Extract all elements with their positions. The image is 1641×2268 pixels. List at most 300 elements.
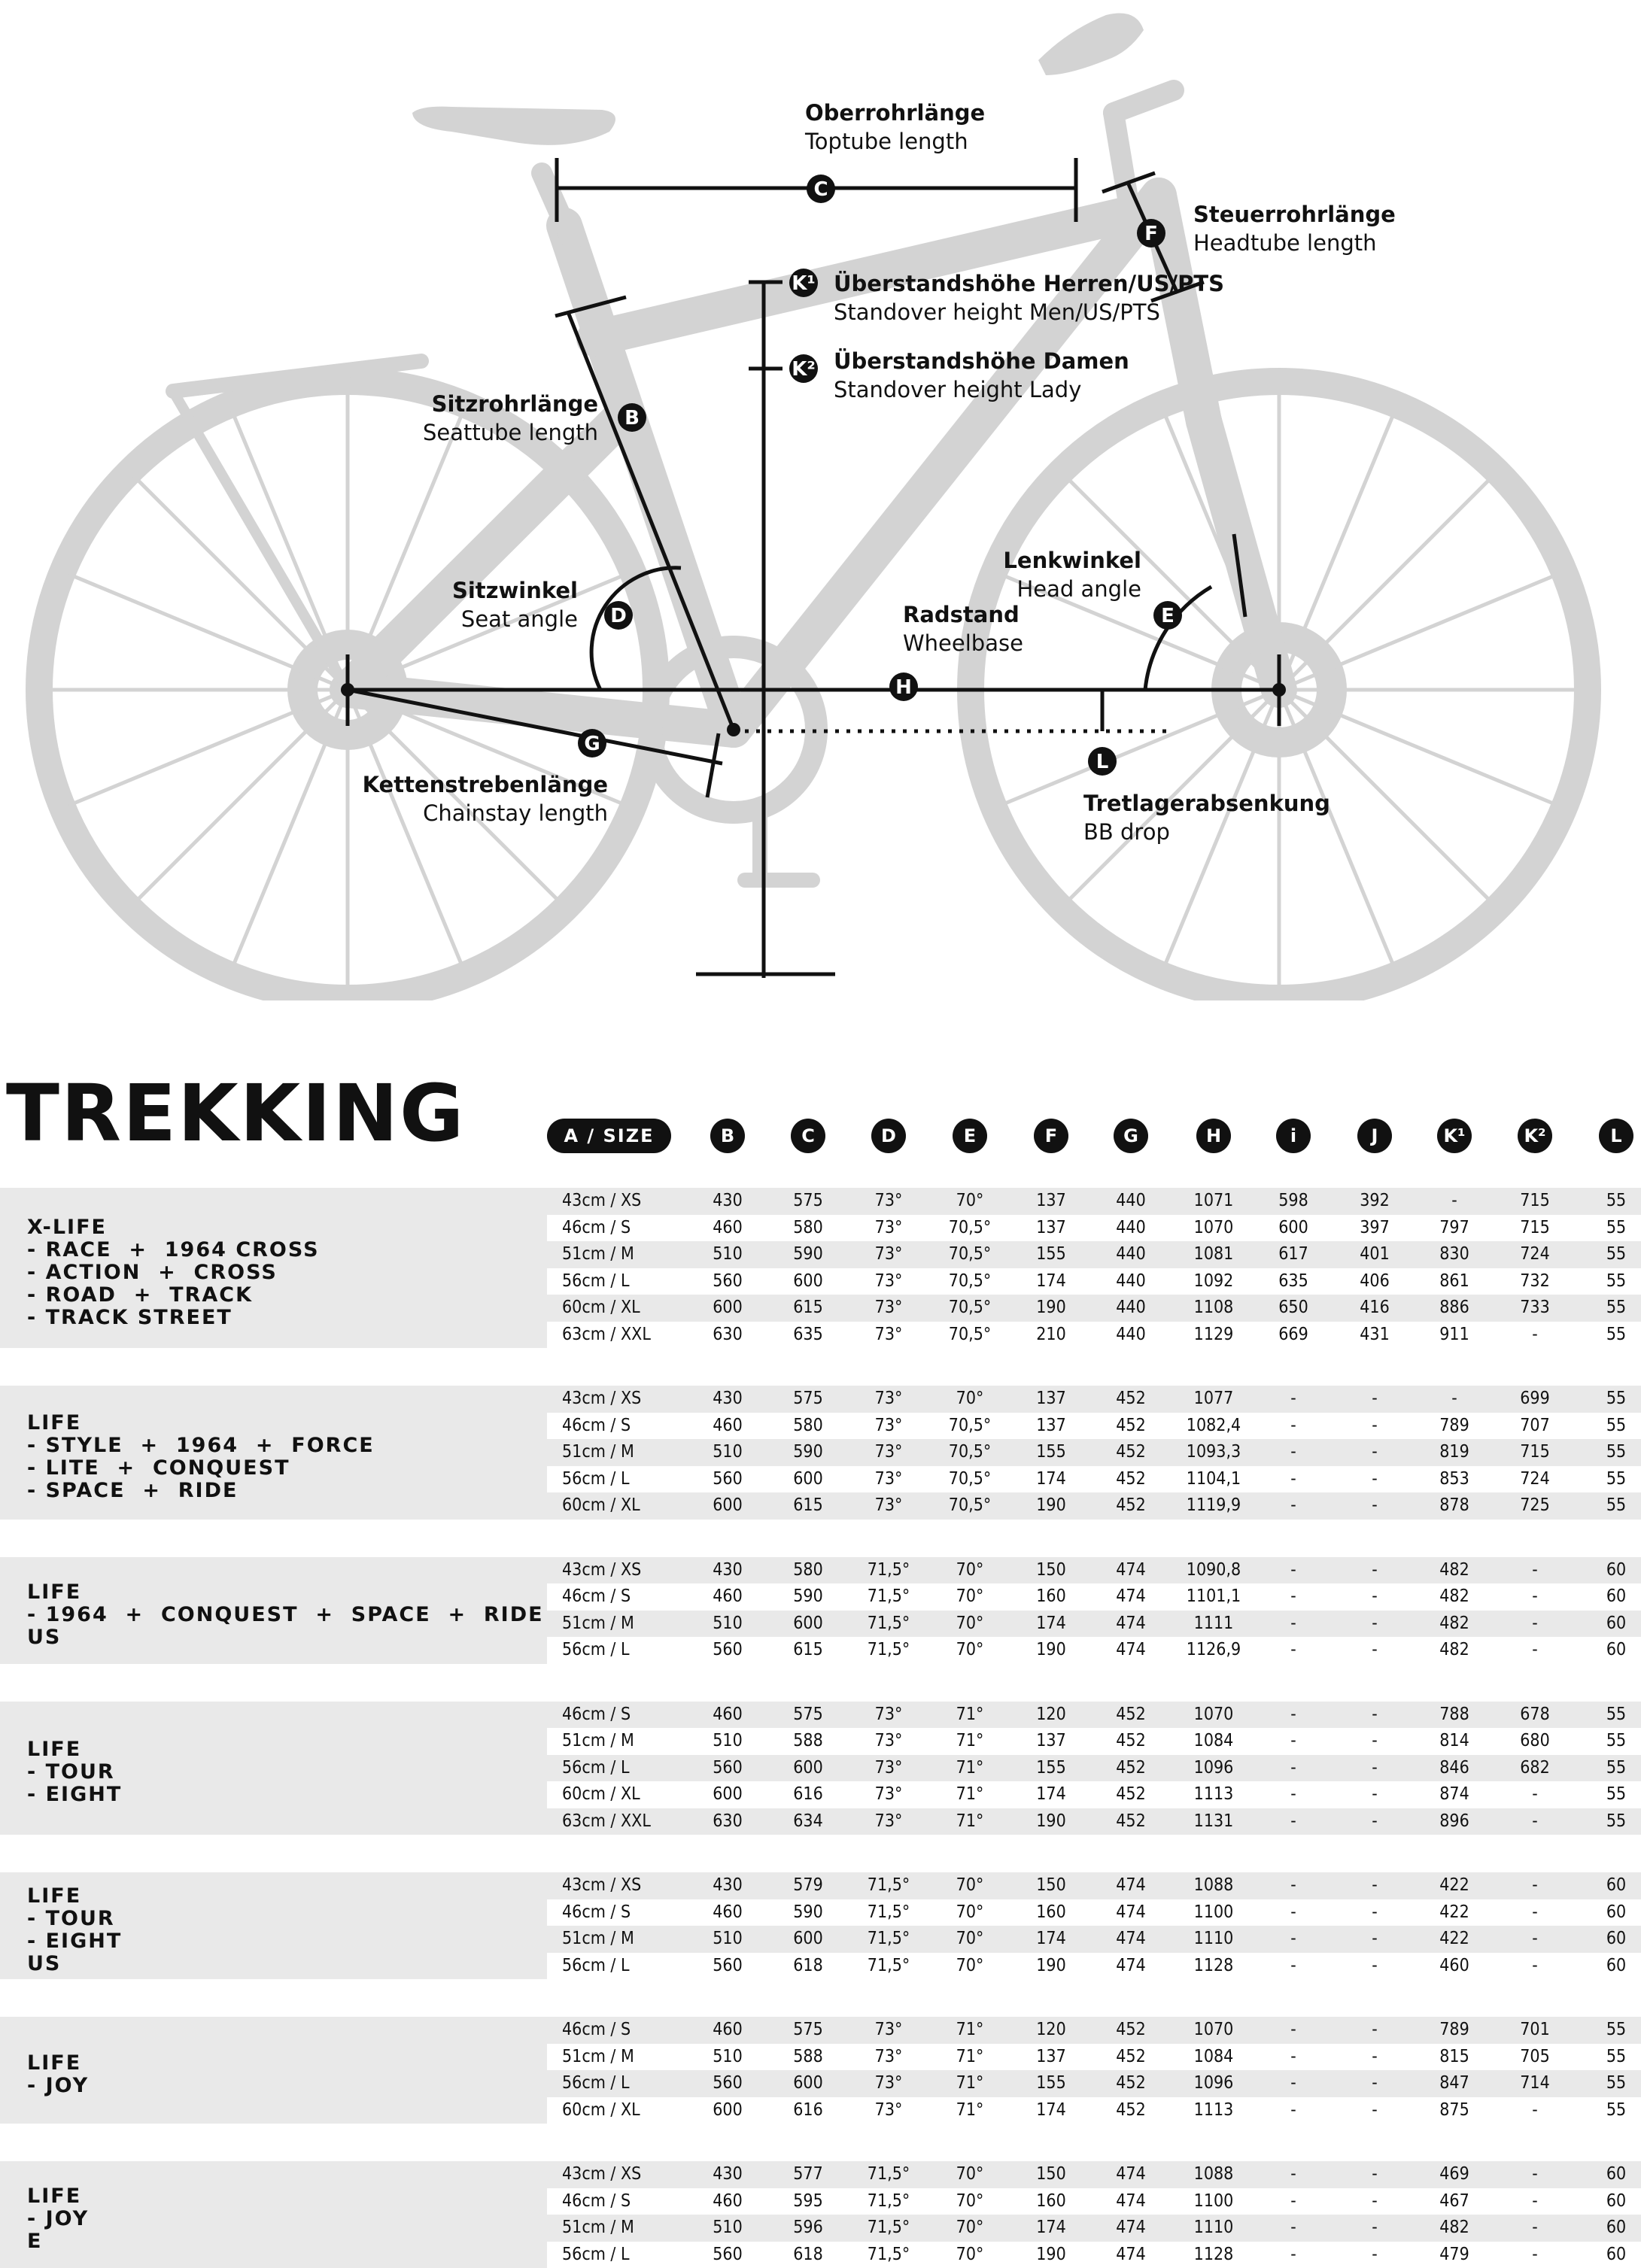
value-cell: 1082,4 [1187, 1413, 1241, 1440]
value-cell: - [1372, 2161, 1377, 2188]
svg-text:Chainstay length: Chainstay length [423, 800, 608, 826]
value-cell: 474 [1116, 2242, 1146, 2268]
svg-text:Kettenstrebenlänge: Kettenstrebenlänge [363, 772, 608, 797]
size-cell: 56cm / L [562, 1466, 630, 1493]
value-cell: 70° [956, 2188, 984, 2215]
value-cell: 174 [1036, 1268, 1066, 1295]
svg-text:Oberrohrlänge: Oberrohrlänge [805, 100, 985, 126]
badge-l-icon [1088, 747, 1117, 776]
table-row [547, 1215, 1641, 1242]
value-cell: 560 [713, 1953, 743, 1980]
value-cell: 71° [956, 1808, 984, 1835]
value-cell: 618 [793, 2242, 823, 2268]
value-cell: 715 [1520, 1215, 1550, 1242]
value-cell: 1113 [1194, 2097, 1234, 2124]
value-cell: 73° [875, 2017, 903, 2044]
svg-text:BB drop: BB drop [1083, 819, 1170, 845]
value-cell: 510 [713, 1241, 743, 1268]
svg-text:Radstand: Radstand [903, 602, 1020, 627]
value-cell: 70,5° [949, 1268, 991, 1295]
value-cell: 160 [1036, 1899, 1066, 1926]
value-cell: 55 [1606, 1188, 1626, 1215]
value-cell: 797 [1439, 1215, 1469, 1242]
svg-text:Toptube length: Toptube length [804, 129, 968, 154]
value-cell: 1100 [1194, 2188, 1234, 2215]
value-cell: 70,5° [949, 1413, 991, 1440]
value-cell: 452 [1116, 1439, 1146, 1466]
model-group-name: LIFE - 1964 + CONQUEST + SPACE + RIDE US [27, 1581, 544, 1649]
value-cell: 1070 [1194, 1702, 1234, 1729]
value-cell: 819 [1439, 1439, 1469, 1466]
value-cell: 635 [793, 1322, 823, 1349]
size-cell: 46cm / S [562, 2188, 631, 2215]
value-cell: - [1532, 1926, 1537, 1953]
size-cell: 43cm / XS [562, 1872, 641, 1899]
value-cell: 440 [1116, 1295, 1146, 1322]
value-cell: 430 [713, 1386, 743, 1413]
value-cell: 600 [793, 1466, 823, 1493]
value-cell: 460 [713, 1413, 743, 1440]
value-cell: 1096 [1194, 2070, 1234, 2097]
value-cell: 71,5° [868, 2215, 910, 2242]
value-cell: 615 [793, 1295, 823, 1322]
column-header-k: K² [1518, 1119, 1552, 1153]
value-cell: - [1372, 2242, 1377, 2268]
value-cell: 137 [1036, 1215, 1066, 1242]
value-cell: - [1372, 1755, 1377, 1782]
table-row [547, 2242, 1641, 2268]
value-cell: - [1532, 1583, 1537, 1611]
value-cell: 73° [875, 1268, 903, 1295]
value-cell: 55 [1606, 1215, 1626, 1242]
value-cell: - [1290, 1439, 1296, 1466]
value-cell: 600 [713, 1295, 743, 1322]
value-cell: 1070 [1194, 2017, 1234, 2044]
value-cell: 510 [713, 2215, 743, 2242]
value-cell: 474 [1116, 1926, 1146, 1953]
size-cell: 63cm / XXL [562, 1322, 651, 1349]
value-cell: 1090,8 [1187, 1557, 1241, 1584]
value-cell: 878 [1439, 1492, 1469, 1520]
table-row [547, 1755, 1641, 1782]
value-cell: - [1532, 1808, 1537, 1835]
value-cell: - [1290, 1755, 1296, 1782]
value-cell: 1104,1 [1187, 1466, 1241, 1493]
size-cell: 56cm / L [562, 2242, 630, 2268]
value-cell: 1110 [1194, 2215, 1234, 2242]
value-cell: 596 [793, 2215, 823, 2242]
value-cell: 815 [1439, 2044, 1469, 2071]
value-cell: 73° [875, 1466, 903, 1493]
value-cell: 60 [1606, 2188, 1626, 2215]
value-cell: - [1290, 1781, 1296, 1808]
column-header-f: F [1034, 1119, 1068, 1153]
value-cell: 60 [1606, 1953, 1626, 1980]
value-cell: 70° [956, 1899, 984, 1926]
value-cell: 590 [793, 1583, 823, 1611]
value-cell: 73° [875, 2097, 903, 2124]
svg-text:Headtube length: Headtube length [1193, 230, 1376, 256]
value-cell: 71° [956, 2097, 984, 2124]
value-cell: 725 [1520, 1492, 1550, 1520]
value-cell: 190 [1036, 1295, 1066, 1322]
table-row [547, 2044, 1641, 2071]
value-cell: 190 [1036, 1492, 1066, 1520]
value-cell: 1128 [1194, 1953, 1234, 1980]
value-cell: 55 [1606, 1322, 1626, 1349]
svg-text:Seattube length: Seattube length [423, 420, 598, 445]
value-cell: 482 [1439, 1611, 1469, 1638]
value-cell: 150 [1036, 1872, 1066, 1899]
value-cell: 575 [793, 1386, 823, 1413]
value-cell: 70,5° [949, 1322, 991, 1349]
size-column-header: A / SIZE [547, 1119, 671, 1153]
table-row [547, 1953, 1641, 1980]
value-cell: - [1290, 1492, 1296, 1520]
size-cell: 46cm / S [562, 1702, 631, 1729]
value-cell: 590 [793, 1899, 823, 1926]
bike-geometry-diagram [0, 0, 1641, 1000]
value-cell: 60 [1606, 1583, 1626, 1611]
svg-text:B: B [624, 407, 640, 430]
value-cell: 580 [793, 1413, 823, 1440]
value-cell: 560 [713, 2070, 743, 2097]
value-cell: 71,5° [868, 1899, 910, 1926]
value-cell: 635 [1278, 1268, 1308, 1295]
svg-text:Überstandshöhe Damen: Überstandshöhe Damen [834, 348, 1129, 374]
value-cell: 853 [1439, 1466, 1469, 1493]
badge-f-icon [1137, 219, 1165, 247]
value-cell: 1071 [1194, 1188, 1234, 1215]
label-toptube [804, 100, 985, 154]
value-cell: 190 [1036, 1953, 1066, 1980]
badge-h-icon [889, 673, 918, 701]
value-cell: 416 [1360, 1295, 1390, 1322]
value-cell: 1129 [1194, 1322, 1234, 1349]
value-cell: 137 [1036, 1386, 1066, 1413]
value-cell: 588 [793, 1728, 823, 1755]
value-cell: - [1290, 1808, 1296, 1835]
value-cell: 474 [1116, 2161, 1146, 2188]
value-cell: - [1532, 1557, 1537, 1584]
value-cell: 422 [1439, 1926, 1469, 1953]
value-cell: 190 [1036, 1808, 1066, 1835]
svg-text:G: G [584, 733, 600, 755]
size-cell: 46cm / S [562, 1413, 631, 1440]
value-cell: - [1290, 1728, 1296, 1755]
table-row [547, 2188, 1641, 2215]
value-cell: 590 [793, 1241, 823, 1268]
value-cell: 73° [875, 1322, 903, 1349]
value-cell: 155 [1036, 1439, 1066, 1466]
value-cell: 617 [1278, 1241, 1308, 1268]
value-cell: 422 [1439, 1899, 1469, 1926]
value-cell: 474 [1116, 1872, 1146, 1899]
value-cell: 55 [1606, 2017, 1626, 2044]
size-cell: 43cm / XS [562, 1386, 641, 1413]
model-group [0, 2017, 1641, 2124]
value-cell: 600 [713, 2097, 743, 2124]
value-cell: 460 [713, 2188, 743, 2215]
value-cell: 600 [793, 1926, 823, 1953]
value-cell: 71,5° [868, 2242, 910, 2268]
value-cell: 1084 [1194, 1728, 1234, 1755]
value-cell: 482 [1439, 2215, 1469, 2242]
value-cell: 430 [713, 1872, 743, 1899]
value-cell: 70,5° [949, 1241, 991, 1268]
value-cell: 55 [1606, 1808, 1626, 1835]
value-cell: 600 [793, 1611, 823, 1638]
value-cell: 469 [1439, 2161, 1469, 2188]
svg-text:L: L [1096, 751, 1109, 773]
table-row [547, 1702, 1641, 1729]
size-cell: 51cm / M [562, 2044, 634, 2071]
value-cell: 580 [793, 1215, 823, 1242]
value-cell: 682 [1520, 1755, 1550, 1782]
value-cell: 600 [713, 1781, 743, 1808]
value-cell: - [1532, 2242, 1537, 2268]
value-cell: 861 [1439, 1268, 1469, 1295]
model-group-name: LIFE - TOUR - EIGHT US [27, 1885, 122, 1975]
value-cell: 714 [1520, 2070, 1550, 2097]
value-cell: 575 [793, 1702, 823, 1729]
value-cell: 1119,9 [1187, 1492, 1241, 1520]
value-cell: 155 [1036, 2070, 1066, 2097]
model-group-name: X-LIFE - RACE + 1964 CROSS - ACTION + CROSS - ROAD + TRACK - TRACK STREET [27, 1216, 320, 1329]
column-header-i: i [1276, 1119, 1311, 1153]
value-cell: - [1290, 1953, 1296, 1980]
value-cell: 60 [1606, 1899, 1626, 1926]
value-cell: 615 [793, 1492, 823, 1520]
size-cell: 60cm / XL [562, 2097, 640, 2124]
svg-text:K¹: K¹ [792, 272, 816, 295]
svg-text:Lenkwinkel: Lenkwinkel [1003, 548, 1141, 573]
value-cell: 70,5° [949, 1466, 991, 1493]
value-cell: 452 [1116, 2017, 1146, 2044]
value-cell: - [1451, 1386, 1457, 1413]
value-cell: - [1372, 1413, 1377, 1440]
value-cell: 630 [713, 1808, 743, 1835]
column-header-l: L [1599, 1119, 1633, 1153]
size-cell: 56cm / L [562, 1637, 630, 1664]
size-cell: 43cm / XS [562, 1557, 641, 1584]
size-cell: 51cm / M [562, 1728, 634, 1755]
badge-k2-icon [789, 354, 818, 383]
value-cell: - [1372, 1466, 1377, 1493]
value-cell: 71,5° [868, 2188, 910, 2215]
value-cell: 73° [875, 2044, 903, 2071]
value-cell: 789 [1439, 1413, 1469, 1440]
badge-c-icon [807, 175, 835, 203]
value-cell: 588 [793, 2044, 823, 2071]
value-cell: - [1532, 1637, 1537, 1664]
value-cell: 70° [956, 1188, 984, 1215]
value-cell: 73° [875, 1295, 903, 1322]
value-cell: - [1372, 1808, 1377, 1835]
value-cell: 715 [1520, 1439, 1550, 1466]
value-cell: 70° [956, 1557, 984, 1584]
value-cell: 616 [793, 2097, 823, 2124]
value-cell: 474 [1116, 1557, 1146, 1584]
value-cell: 1113 [1194, 1781, 1234, 1808]
model-group [0, 2161, 1641, 2268]
value-cell: 474 [1116, 2215, 1146, 2242]
value-cell: 137 [1036, 1413, 1066, 1440]
svg-text:Wheelbase: Wheelbase [903, 630, 1023, 656]
value-cell: 847 [1439, 2070, 1469, 2097]
column-header-c: C [791, 1119, 825, 1153]
value-cell: 474 [1116, 1953, 1146, 1980]
value-cell: - [1290, 1899, 1296, 1926]
value-cell: 460 [713, 2017, 743, 2044]
value-cell: - [1372, 1872, 1377, 1899]
value-cell: 600 [1278, 1215, 1308, 1242]
value-cell: 71,5° [868, 1557, 910, 1584]
size-cell: 51cm / M [562, 1926, 634, 1953]
value-cell: 401 [1360, 1241, 1390, 1268]
value-cell: 1126,9 [1187, 1637, 1241, 1664]
column-header-g: G [1114, 1119, 1148, 1153]
table-row [547, 1728, 1641, 1755]
value-cell: 70,5° [949, 1295, 991, 1322]
value-cell: 707 [1520, 1413, 1550, 1440]
size-cell: 51cm / M [562, 1611, 634, 1638]
value-cell: 575 [793, 2017, 823, 2044]
value-cell: 467 [1439, 2188, 1469, 2215]
table-row [547, 2097, 1641, 2124]
value-cell: 474 [1116, 1899, 1146, 1926]
value-cell: - [1372, 1926, 1377, 1953]
value-cell: 733 [1520, 1295, 1550, 1322]
value-cell: 73° [875, 2070, 903, 2097]
size-cell: 56cm / L [562, 1953, 630, 1980]
value-cell: - [1290, 2215, 1296, 2242]
value-cell: 474 [1116, 2188, 1146, 2215]
value-cell: - [1532, 1899, 1537, 1926]
badge-d-icon [604, 601, 633, 630]
value-cell: 174 [1036, 1611, 1066, 1638]
size-cell: 46cm / S [562, 1583, 631, 1611]
label-standover-lady [834, 348, 1129, 402]
value-cell: - [1290, 1583, 1296, 1611]
value-cell: 452 [1116, 1808, 1146, 1835]
column-header-d: D [871, 1119, 906, 1153]
value-cell: 846 [1439, 1755, 1469, 1782]
size-cell: 56cm / L [562, 1755, 630, 1782]
value-cell: 70° [956, 1872, 984, 1899]
value-cell: 55 [1606, 1241, 1626, 1268]
table-row [547, 1611, 1641, 1638]
value-cell: 705 [1520, 2044, 1550, 2071]
label-head-angle [1003, 548, 1141, 602]
model-group [0, 1386, 1641, 1520]
value-cell: 474 [1116, 1611, 1146, 1638]
value-cell: 789 [1439, 2017, 1469, 2044]
table-row [547, 2161, 1641, 2188]
value-cell: 680 [1520, 1728, 1550, 1755]
value-cell: 55 [1606, 1755, 1626, 1782]
value-cell: - [1372, 1899, 1377, 1926]
value-cell: 71,5° [868, 1926, 910, 1953]
value-cell: 460 [713, 1899, 743, 1926]
value-cell: 452 [1116, 1781, 1146, 1808]
value-cell: - [1290, 1926, 1296, 1953]
value-cell: 73° [875, 1413, 903, 1440]
badge-e-icon [1153, 601, 1182, 630]
table-row [547, 1637, 1641, 1664]
size-cell: 46cm / S [562, 2017, 631, 2044]
value-cell: - [1372, 2070, 1377, 2097]
value-cell: - [1532, 1872, 1537, 1899]
table-row [547, 2215, 1641, 2242]
value-cell: 598 [1278, 1188, 1308, 1215]
value-cell: 440 [1116, 1215, 1146, 1242]
value-cell: 73° [875, 1492, 903, 1520]
value-cell: - [1372, 1702, 1377, 1729]
value-cell: 600 [793, 1268, 823, 1295]
table-row [547, 1268, 1641, 1295]
value-cell: - [1532, 1953, 1537, 1980]
svg-text:Seat angle: Seat angle [461, 606, 578, 632]
column-header-k: K¹ [1437, 1119, 1472, 1153]
value-cell: 174 [1036, 2215, 1066, 2242]
value-cell: 71,5° [868, 1611, 910, 1638]
value-cell: 440 [1116, 1188, 1146, 1215]
value-cell: 71,5° [868, 1953, 910, 1980]
value-cell: 911 [1439, 1322, 1469, 1349]
value-cell: 460 [1439, 1953, 1469, 1980]
value-cell: 70,5° [949, 1215, 991, 1242]
value-cell: 575 [793, 1188, 823, 1215]
value-cell: 73° [875, 1215, 903, 1242]
value-cell: - [1290, 1413, 1296, 1440]
value-cell: 71° [956, 2017, 984, 2044]
value-cell: 70,5° [949, 1492, 991, 1520]
value-cell: 71,5° [868, 2161, 910, 2188]
value-cell: 440 [1116, 1322, 1146, 1349]
value-cell: 600 [713, 1492, 743, 1520]
value-cell: 1101,1 [1187, 1583, 1241, 1611]
value-cell: 1077 [1194, 1386, 1234, 1413]
svg-text:Überstandshöhe Herren/US/PTS: Überstandshöhe Herren/US/PTS [834, 271, 1224, 296]
value-cell: 431 [1360, 1322, 1390, 1349]
value-cell: 71° [956, 1728, 984, 1755]
value-cell: - [1372, 2097, 1377, 2124]
size-cell: 60cm / XL [562, 1295, 640, 1322]
value-cell: - [1290, 1702, 1296, 1729]
value-cell: - [1372, 1386, 1377, 1413]
value-cell: 73° [875, 1781, 903, 1808]
value-cell: 724 [1520, 1241, 1550, 1268]
value-cell: - [1290, 1557, 1296, 1584]
value-cell: 618 [793, 1953, 823, 1980]
saddle [412, 107, 615, 145]
value-cell: - [1290, 2242, 1296, 2268]
badge-k1-icon [789, 269, 818, 297]
column-header-e: E [953, 1119, 987, 1153]
column-header-b: B [710, 1119, 745, 1153]
value-cell: - [1290, 1872, 1296, 1899]
value-cell: - [1290, 1466, 1296, 1493]
table-row [547, 1241, 1641, 1268]
value-cell: - [1290, 2070, 1296, 2097]
handlebar [1038, 14, 1144, 76]
value-cell: 190 [1036, 2242, 1066, 2268]
value-cell: 452 [1116, 1755, 1146, 1782]
value-cell: 460 [713, 1583, 743, 1611]
value-cell: - [1532, 2215, 1537, 2242]
value-cell: 452 [1116, 1702, 1146, 1729]
